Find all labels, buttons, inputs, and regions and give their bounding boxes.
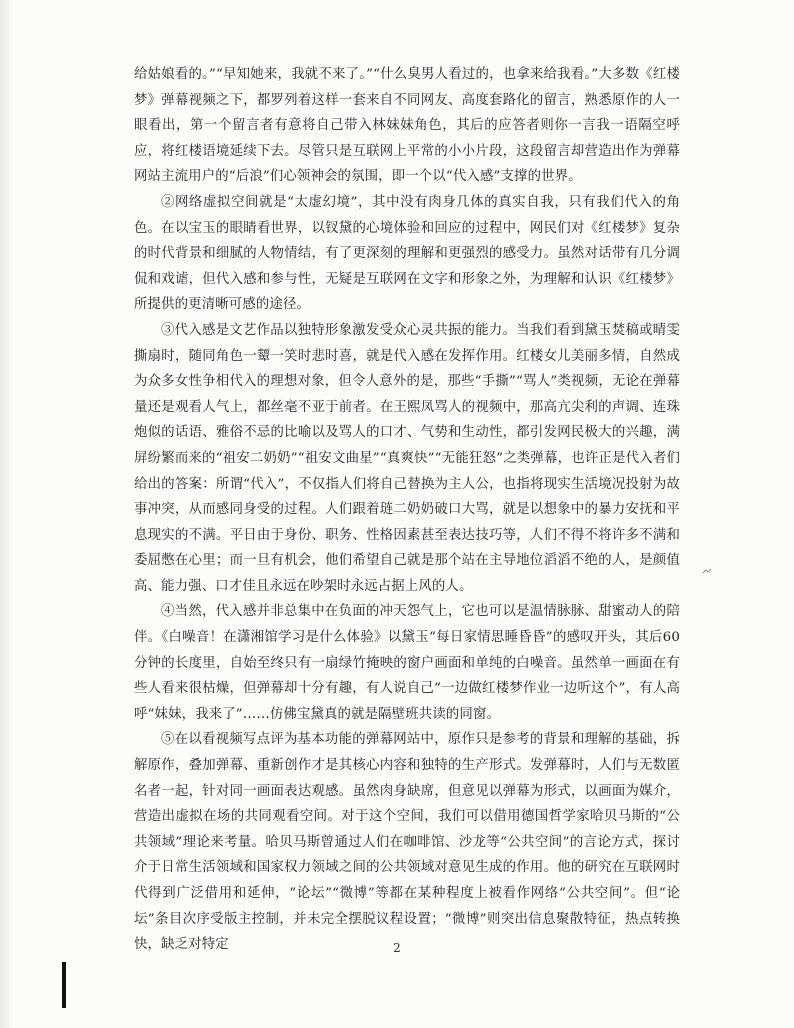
scan-speck-icon bbox=[702, 567, 712, 577]
paragraph-4: ④当然，代入感并非总集中在负面的冲天怨气上，它也可以是温情脉脉、甜蜜动人的陪伴。《白噪音！在潇湘馆学习是什么体验》以黛玉“每日家情思睡昏昏”的感叹开头，其后60分钟的长度里，自始至终只有一扇绿竹掩映的窗户画面和单纯的白噪音。虽然单一画面在有些人看来很枯燥，但弹幕却十分有趣，有人说自己“一边做红楼梦作业一边听这个”，有人高呼“妹妹，我来了”……仿佛宝黛真的就是隔壁班共读的同窗。 bbox=[134, 604, 680, 722]
document-body bbox=[134, 62, 680, 958]
paragraph-2: ②网络虚拟空间就是“太虚幻境”，其中没有肉身几体的真实自我，只有我们代入的角色。在以宝玉的眼睛看世界，以钗黛的心境体验和回应的过程中，网民们对《红楼梦》复杂的时代背景和细腻的人物情结，有了更深刻的理解和更强烈的感受力。虽然对话带有几分调侃和戏谑，但代入感和参与性，无疑是互联网在文字和形象之外，为理解和认识《红楼梦》所提供的更清晰可感的途径。 bbox=[134, 194, 680, 313]
paragraph-5: ⑤在以看视频写点评为基本功能的弹幕网站中，原作只是参考的背景和理解的基础，拆解原作，叠加弹幕、重新创作才是其核心内容和独特的生产形式。发弹幕时，人们与无数匿名者一起，针对同一画面表达观感。虽然肉身缺席，但意见以弹幕为形式，以画面为媒介，营造出虚拟在场的共同观看空间。对于这个空间，我们可以借用德国哲学家哈贝马斯的“公共领域”理论来考量。哈贝马斯曾通过人们在咖啡馆、沙龙等“公共空间”的言论方式，探讨介于日常生活领域和国家权力领域之间的公共领域对意见生成的作用。他的研究在互联网时代得到广泛借用和延伸，“论坛”“微博”等都在某种程度上被看作网络“公共空间”。但“论坛”条目次序受版主控制，并未完全摆脱议程设置；“微博”则突出信息聚散特征，热点转换快，缺乏对特定 bbox=[134, 732, 680, 953]
scan-edge-shadow bbox=[0, 0, 14, 1028]
binder-mark bbox=[62, 962, 66, 1008]
paragraph-continued: 给姑娘看的。”“早知她来，我就不来了。”“什么臭男人看过的，也拿来给我看。”大多数《红楼梦》弹幕视频之下，都罗列着这样一套来自不同网友、高度套路化的留言，熟悉原作的人一眼看出，第一个留言者有意将自己带入林妹妹角色，其后的应答者则你一言我一语隔空呼应，将红楼语境延续下去。尽管只是互联网上平常的小小片段，这段留言却营造出作为弹幕网站主流用户的“后浪”们心领神会的氛围，即一个以“代入感”支撑的世界。 bbox=[134, 67, 680, 185]
paragraph-3: ③代入感是文艺作品以独特形象激发受众心灵共振的能力。当我们看到黛玉焚稿或晴雯撕扇时，随同角色一颦一笑时悲时喜，就是代入感在发挥作用。红楼女儿美丽多情，自然成为众多女性争相代入的理想对象，但令人意外的是，那些“手撕”“骂人”类视频，无论在弹幕量还是观看人气上，都丝毫不亚于前者。在王熙凤骂人的视频中，那高亢尖利的声调、连珠炮似的话语、雅俗不忌的比喻以及骂人的口才、气势和生动性，都引发网民极大的兴趣，满屏纷繁而来的“祖安二奶奶”“祖安文曲星”“真爽快”“无能狂怒”之类弹幕，也许正是代入者们给出的答案：所谓“代入”，不仅指人们将自己替换为主人公，也指将现实生活境况投射为故事冲突，从而感同身受的过程。人们跟着琏二奶奶破口大骂，就是以想象中的暴力安抚和平息现实的不满。平日由于身份、职务、性格因素甚至表达技巧等，人们不得不将许多不满和委屈憋在心里；而一旦有机会，他们希望自己就是那个站在主导地位滔滔不绝的人，是颜值高、能力强、口才佳且永远在吵架时永远占据上风的人。 bbox=[134, 322, 680, 594]
page-number: 2 bbox=[393, 941, 401, 955]
